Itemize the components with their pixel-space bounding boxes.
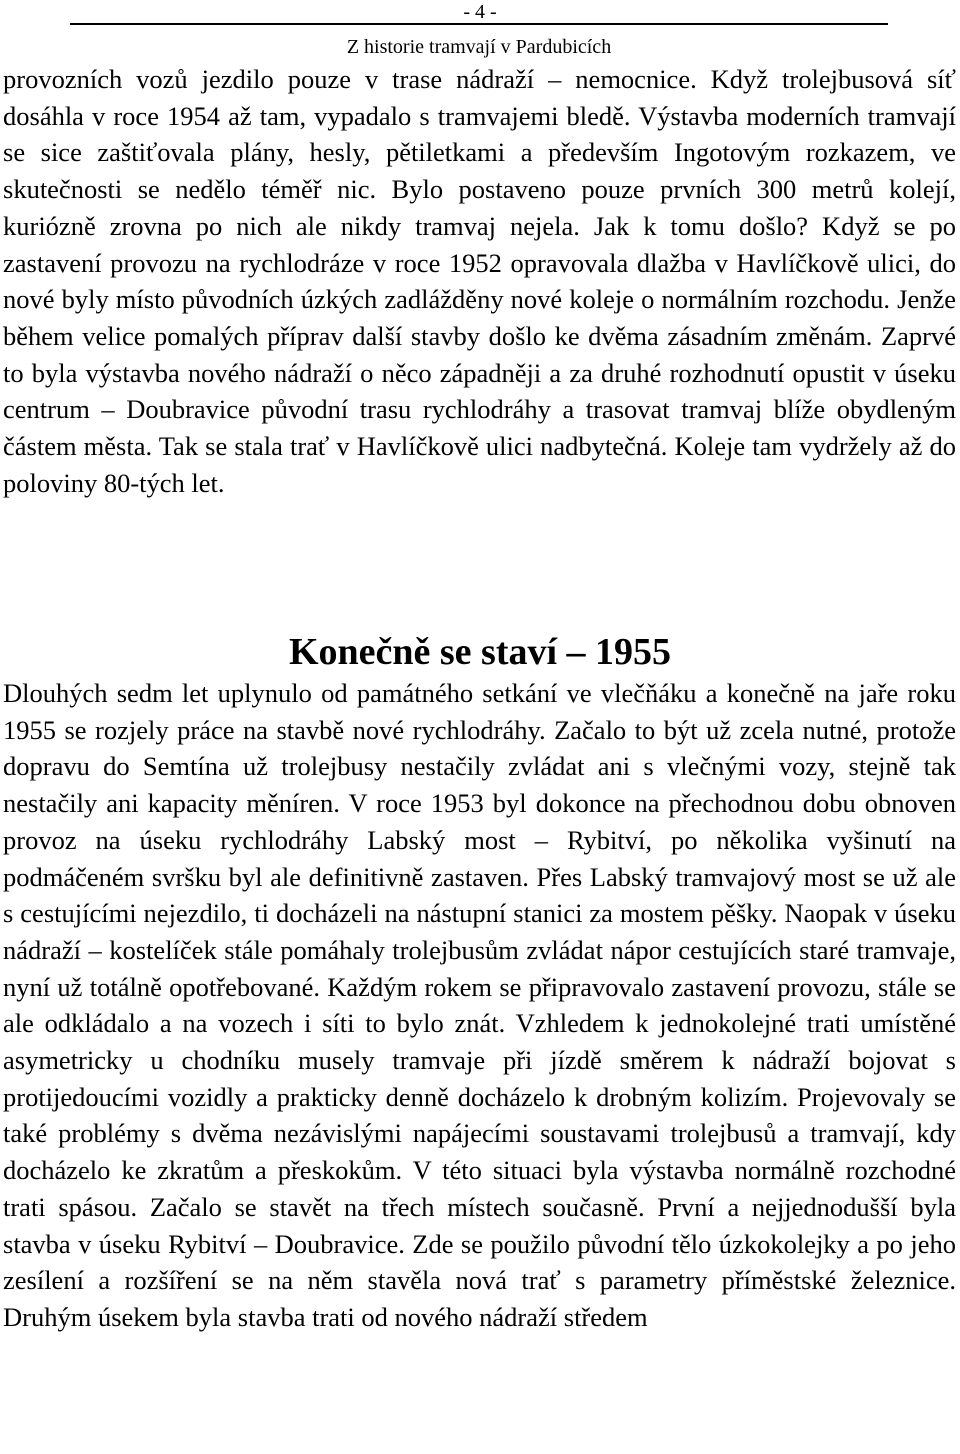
section-heading: Konečně se staví – 1955 <box>288 631 672 673</box>
paragraph: Dlouhých sedm let uplynulo od památného setkání ve vlečňáku a konečně na jaře roku 1955 se rozjely práce na stavbě nové rychlodráhy. Začalo to být už zcela nutné, protože dopravu do Semtína už trolejbusy nestačily zvládat ani s vlečnými vozy, stejně tak nestačily ani kapacity měníren. V roce 1953 byl dokonce na přechodnou dobu obnoven provoz na úseku rychlodráhy Labský most – Rybitví, po několika vyšinutí na podmáčeném svršku byl ale definitivně zastaven. Přes Labský tramvajový most se už ale s cestujícími nejezdilo, ti docházeli na nástupní stanici za mostem pěšky. Naopak v úseku nádraží – kostelíček stále pomáhaly trolejbusům zvládat nápor cestujících staré tramvaje, nyní už totálně opotřebované. Každým rokem se připravovalo zastavení provozu, stále se ale odkládalo a na vozech i síti to bylo znát. Vzhledem k jednokolejné trati umístěné asymetricky u chodníku musely tramvaje při jízdě směrem k nádraží bojovat s protijedoucími vozidly a prakticky denně docházelo k drobným kolizím. Projevovaly se také problémy s dvěma nezávislými napájecími soustavami trolejbusů a tramvají, kdy docházelo ke zkratům a přeskokům. V této situaci byla výstavba normálně rozchodné trati spásou. Začalo se stavět na třech místech současně. První a nejjednodušší byla stavba v úseku Rybitví – Doubravice. Zde se použilo původní tělo úzkokolejky a po jeho zesílení a rozšíření se na něm stavěla nová trať s parametry příměstské železnice. Druhým úsekem byla stavba trati od nového nádraží středem <box>3 678 956 1332</box>
body-text-top <box>3 61 956 501</box>
page-number: - 4 - <box>463 1 497 23</box>
paragraph: provozních vozů jezdilo pouze v trase nádraží – nemocnice. Když trolejbusová síť dosáhla v roce 1954 až tam, vypadalo s tramvajemi bledě. Výstavba moderních tramvají se sice zaštiťovala plány, hesly, pětiletkami a především Ingotovým rozkazem, ve skutečnosti se nedělo téměř nic. Bylo postaveno pouze prvních 300 metrů kolejí, kuriózně zrovna po nich ale nikdy tramvaj nejela. Jak k tomu došlo? Když se po zastavení provozu na rychlodráze v roce 1952 opravovala dlažba v Havlíčkově ulici, do nové byly místo původních úzkých zadlážděny nové koleje o normálním rozchodu. Jenže během velice pomalých příprav další stavby došlo ke dvěma zásadním změnám. Zaprvé to byla výstavba nového nádraží o něco západněji a za druhé rozhodnutí opustit v úseku centrum – Doubravice původní trasu rychlodráhy a trasovat tramvaj blíže obydleným částem města. Tak se stala trať v Havlíčkově ulici nadbytečná. Koleje tam vydržely až do poloviny 80-tých let. <box>3 64 956 498</box>
body-text-bottom <box>3 675 956 1336</box>
running-header: Z historie tramvají v Pardubicích <box>70 23 888 59</box>
